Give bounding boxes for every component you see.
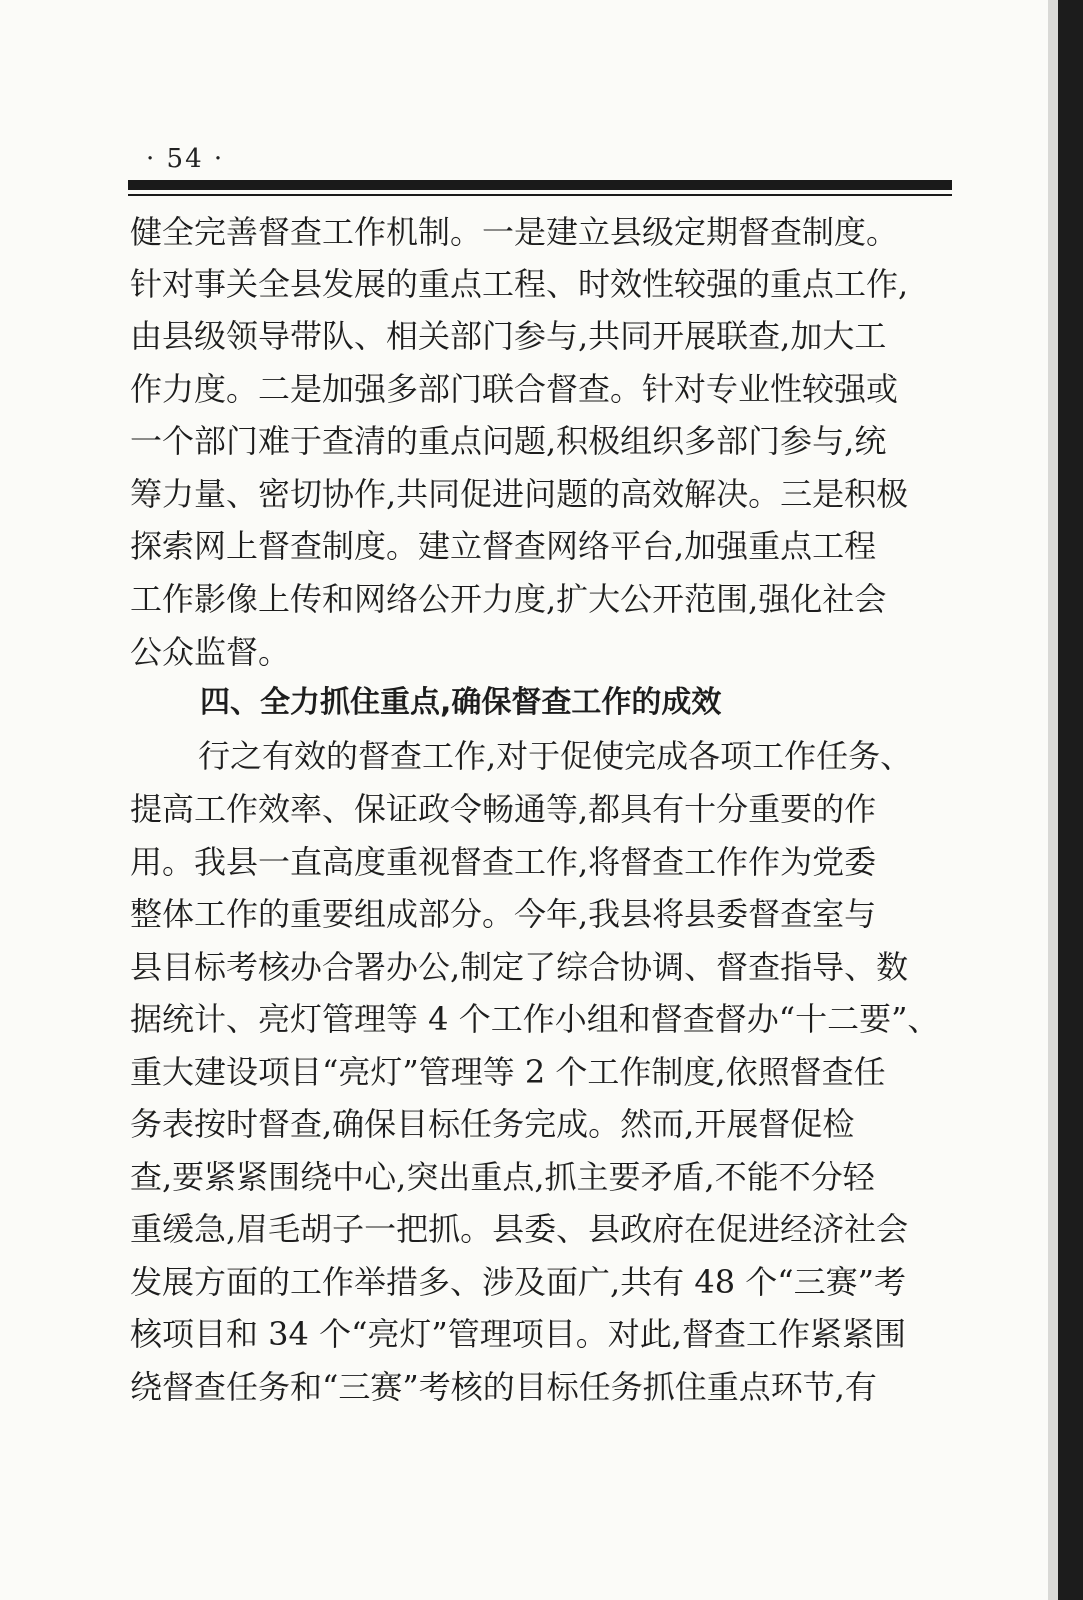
text-line: 据统计、亮灯管理等 4 个工作小组和督查督办“十二要”、 (130, 1000, 940, 1038)
text-line: 整体工作的重要组成部分。今年,我县将县委督查室与 (130, 895, 877, 933)
text-line: 务表按时督查,确保目标任务完成。然而,开展督促检 (130, 1105, 855, 1143)
text-line: 用。我县一直高度重视督查工作,将督查工作作为党委 (130, 843, 877, 881)
text-line: 工作影像上传和网络公开力度,扩大公开范围,强化社会 (130, 580, 887, 618)
section-heading: 四、全力抓住重点,确保督查工作的成效 (200, 685, 722, 720)
text-line: 重大建设项目“亮灯”管理等 2 个工作制度,依照督查任 (130, 1053, 886, 1091)
page-number: · 54 · (146, 144, 225, 174)
text-line: 重缓急,眉毛胡子一把抓。县委、县政府在促进经济社会 (130, 1210, 909, 1248)
text-line: 健全完善督查工作机制。一是建立县级定期督查制度。 (130, 213, 899, 251)
text-line: 作力度。二是加强多部门联合督查。针对专业性较强或 (130, 370, 899, 408)
header-rule-thick (128, 180, 952, 190)
text-line: 一个部门难于查清的重点问题,积极组织多部门参与,统 (130, 422, 887, 460)
page-edge (1048, 0, 1058, 1600)
text-line: 提高工作效率、保证政令畅通等,都具有十分重要的作 (130, 790, 877, 828)
text-line: 县目标考核办合署办公,制定了综合协调、督查指导、数 (130, 948, 909, 986)
text-line: 探索网上督查制度。建立督查网络平台,加强重点工程 (130, 527, 877, 565)
text-line: 由县级领导带队、相关部门参与,共同开展联查,加大工 (130, 317, 887, 355)
text-line: 公众监督。 (130, 633, 291, 671)
text-line: 行之有效的督查工作,对于促使完成各项工作任务、 (198, 737, 913, 775)
text-line: 发展方面的工作举措多、涉及面广,共有 48 个“三赛”考 (130, 1263, 906, 1301)
text-line: 筹力量、密切协作,共同促进问题的高效解决。三是积极 (130, 475, 909, 513)
header-rule-thin (128, 194, 952, 196)
text-line: 核项目和 34 个“亮灯”管理项目。对此,督查工作紧紧围 (130, 1315, 906, 1353)
text-line: 针对事关全县发展的重点工程、时效性较强的重点工作, (130, 265, 909, 303)
text-line: 查,要紧紧围绕中心,突出重点,抓主要矛盾,不能不分轻 (130, 1158, 875, 1196)
text-line: 绕督查任务和“三赛”考核的目标任务抓住重点环节,有 (130, 1368, 877, 1406)
